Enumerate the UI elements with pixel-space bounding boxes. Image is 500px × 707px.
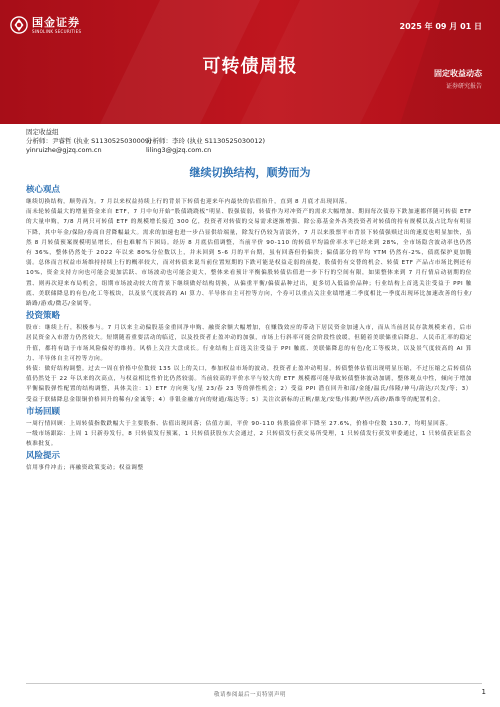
risk-paragraph: 信用事件冲击；再融资政策变动；权益调整 xyxy=(26,465,144,472)
logo-mark-icon xyxy=(10,16,28,34)
report-type-title: 可转债周报 xyxy=(202,56,298,77)
report-date: 2025 年 09 月 01 日 xyxy=(399,22,482,31)
heading-market-review: 市场回顾 xyxy=(26,406,61,417)
core-view-paragraph-2: 而未轮转债最大的增量资金来自 ETF，7 月中旬开始“股债跷跷板”明显、股强债弱，转债作为对冲资产的需求大幅增加、期间每次债券下跌加速都伴随可转债 ETF 的大量申购，7/8 月两只可转债 ETF 的规模增长接近 300 亿，投资者对转债的交易需求逐渐增强、除公募基金外各类投资者对转债的持有规模以及占比均有明显下降，其中年金/保险/券商自营降幅最大。需求的加速也进一步凸显供给端量，除发行仍较为清淡外，7 月以来股票平市背景下转债强赎过出的速度也明显加快，虽然 8 月转债预案规模明显增长，但也难解当下困局。经历 8 月底估值调整，当前平价 90-110 的转债平均溢价率水平已经来到 28%，全市场隐含波动率也仍然有 36%，整体仍然处于 2022 年以来 80%分位数以上，并未回到 5-6 月的平台期，虽有回落但仍偏贵；偏债部分的平均 YTM 仍然有-2%，债底保护更加脆弱。总体而言权益市场维持持续上行的概率较大，而对转债来说当前位置短期的下跌可能是权益走弱的前提，股债仍有交替的机会、转债 ETF 产品占市场比例还有 10%，资金支持方向也可能会更加活跃、市场波动也可能会更大，整体来看预计平衡偏股转债估值进一步下行的空间有限，如果整体来到 7 月行情启动初期的位置、则再次迎来布局机会，组期市场波动较大的背景下继续做好结构切换，从偏重平衡/偏债品种过出，更多切入低溢价品种；行业结构上首选关注受益于 PPI 触底、美联储降息的有色/化工等板块，以及景气度较高的 AI 算力、半导体自主可控等方向，个券可以重点关注业绩增速二季度相比一季度出现环比加速改善的行业/路路/游戏/微芯/金属等。 xyxy=(26,209,472,308)
review-paragraph-weekly: 一周行情回顾：上周转债指数跌幅大于主要股指、估值出现回落；估值方面，平价 90-110 转股溢价率下降至 27.6%，价格中位数 130.7，均明显回落。 xyxy=(26,420,452,427)
analyst-info xyxy=(26,128,265,155)
sub-department-label: 证券研究报告 xyxy=(445,83,482,90)
logo-chinese-name: 国金证券 xyxy=(32,15,80,29)
analyst-1-email[interactable]: yinruizhe@gjzq.com.cn xyxy=(26,146,102,154)
report-body xyxy=(26,183,472,474)
company-logo xyxy=(10,16,81,34)
strategy-paragraph-equity: 股市：继续上行，积极参与。7 月以来主动偏股基金重回净申购、融资余额大幅增加，在赚钱效应的带动下居民资金加速入市，而从当前居民存款规模来看，后市居民资金入市潜力仍然较大。短期随着重要活动的临近，以及投资者止盈冲动的加强，市场上行斜率可能会阶段性放缓，但随着美联储重启降息、人民币汇率的稳定升值，都将有助于市场风险偏好的维持。风格上关注大盘成长。行业结构上首选关注受益于 PPI 触底、美联储降息的有色/化工等板块，以及景气度较高的 AI 算力、半导体自主可控等方向。 xyxy=(26,325,472,362)
page-number: 1 xyxy=(481,688,486,696)
strategy-paragraph-convertible: 转债：做好结构调整。过去一周在价格中位数较 135 以上的关口，参加权益市场的波动，投资者止盈冲动明显，转债整体估值出现明显压缩，不过压缩之后转债估值仍然处于 22 年以来的次高点，与权益相比性价比仍然较弱。当前较高的平价水平与较大的 ETF 规模都可能导致转债整体波动加剧，整体观点中性，倾向于增加平衡偏股弹性配置的结构调整，具体关注：1）ETF 方向奥飞/星 23/春 23 等的弹性机会；2）受益 PPI 潜在回升和部/金能/温氏/伟隆/神马/韵达/兴发/等；3）受益于联储降息金银铜价格回升的稀有/金诚等；4）非银金融方向的财通/瑞达等；5）关注次新标的正帆/鼎龙/安集/伟测/华医/高砂/路维等的配置机会。 xyxy=(26,366,472,403)
footer-divider xyxy=(26,683,482,684)
heading-risk: 风险提示 xyxy=(26,451,61,462)
header-banner xyxy=(0,0,500,124)
logo-english-name: SINOLINK SECURITIES xyxy=(32,28,82,34)
report-headline: 继续切换结构，顺势而为 xyxy=(189,166,311,179)
analyst-2: 分析师：李玲 (执业 S1130525030012) xyxy=(146,137,266,145)
review-paragraph-primary: 一级市场跟踪：上周 1 只新券发行，8 只转债发行预案，1 只转债获股东大会通过，2 只转债发行获交易所受理，1 只转债发行获发审委通过，1 只转债获证监会核准批复。 xyxy=(26,431,472,448)
core-view-paragraph-1: 继续切换结构，顺势而为。7 月以来权益持续上行的背景下转债也迎来年内最快的估值抬升，直到 8 月底才出现回落。 xyxy=(26,199,352,205)
analyst-1: 分析师：尹睿哲 (执业 S1130525030009) xyxy=(26,137,152,145)
team-name: 固定收益组 xyxy=(26,128,59,136)
heading-strategy: 投资策略 xyxy=(26,311,61,322)
analyst-2-email[interactable]: liling3@gjzq.com.cn xyxy=(146,146,212,154)
department-label: 固定收益动态 xyxy=(434,69,482,78)
footer-disclaimer: 敬请参阅最后一页特别声明 xyxy=(213,692,286,698)
heading-core-view: 核心观点 xyxy=(26,185,61,195)
